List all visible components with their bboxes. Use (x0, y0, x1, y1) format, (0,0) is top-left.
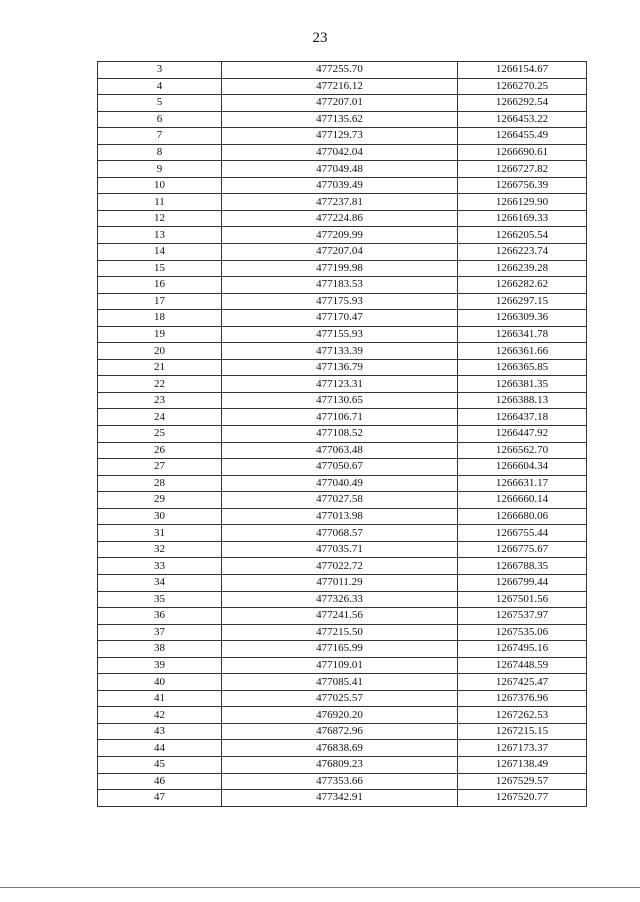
point-number-cell: 46 (98, 773, 222, 790)
point-number-cell: 18 (98, 310, 222, 327)
x-coordinate-cell: 477013.98 (222, 508, 458, 525)
y-coordinate-cell: 1267529.57 (458, 773, 587, 790)
point-number-cell: 33 (98, 558, 222, 575)
point-number-cell: 5 (98, 95, 222, 112)
x-coordinate-cell: 477255.70 (222, 62, 458, 79)
point-number-cell: 16 (98, 277, 222, 294)
y-coordinate-cell: 1266388.13 (458, 392, 587, 409)
y-coordinate-cell: 1266381.35 (458, 376, 587, 393)
table-row (98, 459, 587, 476)
y-coordinate-cell: 1267520.77 (458, 790, 587, 807)
table-row (98, 541, 587, 558)
table-row (98, 310, 587, 327)
point-number-cell: 47 (98, 790, 222, 807)
point-number-cell: 3 (98, 62, 222, 79)
table-row (98, 144, 587, 161)
table-row (98, 326, 587, 343)
table-row (98, 608, 587, 625)
table-row (98, 657, 587, 674)
x-coordinate-cell: 477133.39 (222, 343, 458, 360)
point-number-cell: 32 (98, 541, 222, 558)
y-coordinate-cell: 1266270.25 (458, 78, 587, 95)
point-number-cell: 43 (98, 723, 222, 740)
x-coordinate-cell: 477237.81 (222, 194, 458, 211)
x-coordinate-cell: 477027.58 (222, 492, 458, 509)
y-coordinate-cell: 1266447.92 (458, 426, 587, 443)
y-coordinate-cell: 1266154.67 (458, 62, 587, 79)
point-number-cell: 10 (98, 177, 222, 194)
point-number-cell: 7 (98, 128, 222, 145)
point-number-cell: 4 (98, 78, 222, 95)
x-coordinate-cell: 477040.49 (222, 475, 458, 492)
table-row (98, 111, 587, 128)
x-coordinate-cell: 477049.48 (222, 161, 458, 178)
point-number-cell: 44 (98, 740, 222, 757)
x-coordinate-cell: 477063.48 (222, 442, 458, 459)
y-coordinate-cell: 1266455.49 (458, 128, 587, 145)
x-coordinate-cell: 477123.31 (222, 376, 458, 393)
point-number-cell: 9 (98, 161, 222, 178)
table-row (98, 343, 587, 360)
point-number-cell: 41 (98, 690, 222, 707)
point-number-cell: 17 (98, 293, 222, 310)
point-number-cell: 6 (98, 111, 222, 128)
x-coordinate-cell: 477207.04 (222, 244, 458, 261)
table-row (98, 723, 587, 740)
y-coordinate-cell: 1266453.22 (458, 111, 587, 128)
y-coordinate-cell: 1266129.90 (458, 194, 587, 211)
y-coordinate-cell: 1266755.44 (458, 525, 587, 542)
table-row (98, 492, 587, 509)
table-row (98, 409, 587, 426)
table-row (98, 591, 587, 608)
coordinates-table-body (98, 62, 587, 807)
y-coordinate-cell: 1266680.06 (458, 508, 587, 525)
y-coordinate-cell: 1267448.59 (458, 657, 587, 674)
table-row (98, 707, 587, 724)
x-coordinate-cell: 477011.29 (222, 574, 458, 591)
x-coordinate-cell: 477170.47 (222, 310, 458, 327)
x-coordinate-cell: 477209.99 (222, 227, 458, 244)
point-number-cell: 24 (98, 409, 222, 426)
point-number-cell: 22 (98, 376, 222, 393)
x-coordinate-cell: 477215.50 (222, 624, 458, 641)
table-row (98, 128, 587, 145)
y-coordinate-cell: 1266775.67 (458, 541, 587, 558)
point-number-cell: 25 (98, 426, 222, 443)
point-number-cell: 19 (98, 326, 222, 343)
table-row (98, 475, 587, 492)
table-row (98, 194, 587, 211)
point-number-cell: 26 (98, 442, 222, 459)
x-coordinate-cell: 476920.20 (222, 707, 458, 724)
x-coordinate-cell: 477224.86 (222, 210, 458, 227)
point-number-cell: 20 (98, 343, 222, 360)
table-row (98, 624, 587, 641)
point-number-cell: 35 (98, 591, 222, 608)
table-row (98, 95, 587, 112)
point-number-cell: 30 (98, 508, 222, 525)
point-number-cell: 12 (98, 210, 222, 227)
y-coordinate-cell: 1266341.78 (458, 326, 587, 343)
table-row (98, 244, 587, 261)
x-coordinate-cell: 477183.53 (222, 277, 458, 294)
table-row (98, 177, 587, 194)
y-coordinate-cell: 1266297.15 (458, 293, 587, 310)
table-row (98, 740, 587, 757)
table-row (98, 773, 587, 790)
point-number-cell: 21 (98, 359, 222, 376)
table-row (98, 790, 587, 807)
x-coordinate-cell: 477165.99 (222, 641, 458, 658)
x-coordinate-cell: 476838.69 (222, 740, 458, 757)
x-coordinate-cell: 477109.01 (222, 657, 458, 674)
table-row (98, 508, 587, 525)
x-coordinate-cell: 477136.79 (222, 359, 458, 376)
point-number-cell: 37 (98, 624, 222, 641)
x-coordinate-cell: 477241.56 (222, 608, 458, 625)
x-coordinate-cell: 477216.12 (222, 78, 458, 95)
y-coordinate-cell: 1266205.54 (458, 227, 587, 244)
table-row (98, 78, 587, 95)
y-coordinate-cell: 1266239.28 (458, 260, 587, 277)
table-row (98, 392, 587, 409)
y-coordinate-cell: 1266660.14 (458, 492, 587, 509)
table-row (98, 260, 587, 277)
y-coordinate-cell: 1266292.54 (458, 95, 587, 112)
x-coordinate-cell: 477326.33 (222, 591, 458, 608)
x-coordinate-cell: 476809.23 (222, 756, 458, 773)
table-row (98, 210, 587, 227)
point-number-cell: 27 (98, 459, 222, 476)
x-coordinate-cell: 477135.62 (222, 111, 458, 128)
table-row (98, 62, 587, 79)
table-row (98, 641, 587, 658)
y-coordinate-cell: 1266223.74 (458, 244, 587, 261)
x-coordinate-cell: 477129.73 (222, 128, 458, 145)
point-number-cell: 11 (98, 194, 222, 211)
table-row (98, 293, 587, 310)
x-coordinate-cell: 477108.52 (222, 426, 458, 443)
table-row (98, 558, 587, 575)
x-coordinate-cell: 477025.57 (222, 690, 458, 707)
page-number: 23 (312, 30, 328, 46)
point-number-cell: 14 (98, 244, 222, 261)
y-coordinate-cell: 1267262.53 (458, 707, 587, 724)
y-coordinate-cell: 1267173.37 (458, 740, 587, 757)
x-coordinate-cell: 477130.65 (222, 392, 458, 409)
point-number-cell: 36 (98, 608, 222, 625)
point-number-cell: 38 (98, 641, 222, 658)
table-row (98, 376, 587, 393)
table-row (98, 674, 587, 691)
table-row (98, 690, 587, 707)
x-coordinate-cell: 477042.04 (222, 144, 458, 161)
y-coordinate-cell: 1267501.56 (458, 591, 587, 608)
x-coordinate-cell: 477085.41 (222, 674, 458, 691)
y-coordinate-cell: 1267425.47 (458, 674, 587, 691)
y-coordinate-cell: 1266690.61 (458, 144, 587, 161)
y-coordinate-cell: 1267215.15 (458, 723, 587, 740)
point-number-cell: 28 (98, 475, 222, 492)
point-number-cell: 13 (98, 227, 222, 244)
table-row (98, 442, 587, 459)
y-coordinate-cell: 1266361.66 (458, 343, 587, 360)
x-coordinate-cell: 477342.91 (222, 790, 458, 807)
y-coordinate-cell: 1266169.33 (458, 210, 587, 227)
point-number-cell: 39 (98, 657, 222, 674)
page-bottom-rule (0, 887, 640, 888)
point-number-cell: 45 (98, 756, 222, 773)
x-coordinate-cell: 477035.71 (222, 541, 458, 558)
y-coordinate-cell: 1267138.49 (458, 756, 587, 773)
y-coordinate-cell: 1266282.62 (458, 277, 587, 294)
point-number-cell: 31 (98, 525, 222, 542)
y-coordinate-cell: 1266756.39 (458, 177, 587, 194)
y-coordinate-cell: 1266788.35 (458, 558, 587, 575)
x-coordinate-cell: 477050.67 (222, 459, 458, 476)
x-coordinate-cell: 477039.49 (222, 177, 458, 194)
point-number-cell: 40 (98, 674, 222, 691)
x-coordinate-cell: 477068.57 (222, 525, 458, 542)
x-coordinate-cell: 477175.93 (222, 293, 458, 310)
y-coordinate-cell: 1266437.18 (458, 409, 587, 426)
table-row (98, 756, 587, 773)
y-coordinate-cell: 1267537.97 (458, 608, 587, 625)
point-number-cell: 23 (98, 392, 222, 409)
y-coordinate-cell: 1266562.70 (458, 442, 587, 459)
y-coordinate-cell: 1267495.16 (458, 641, 587, 658)
table-row (98, 161, 587, 178)
point-number-cell: 34 (98, 574, 222, 591)
x-coordinate-cell: 477106.71 (222, 409, 458, 426)
table-row (98, 574, 587, 591)
y-coordinate-cell: 1267376.96 (458, 690, 587, 707)
table-row (98, 359, 587, 376)
table-row (98, 277, 587, 294)
x-coordinate-cell: 476872.96 (222, 723, 458, 740)
y-coordinate-cell: 1266604.34 (458, 459, 587, 476)
y-coordinate-cell: 1266727.82 (458, 161, 587, 178)
table-row (98, 227, 587, 244)
x-coordinate-cell: 477199.98 (222, 260, 458, 277)
table-row (98, 525, 587, 542)
coordinates-table (97, 61, 587, 807)
x-coordinate-cell: 477155.93 (222, 326, 458, 343)
y-coordinate-cell: 1266631.17 (458, 475, 587, 492)
x-coordinate-cell: 477353.66 (222, 773, 458, 790)
y-coordinate-cell: 1266309.36 (458, 310, 587, 327)
point-number-cell: 15 (98, 260, 222, 277)
table-row (98, 426, 587, 443)
y-coordinate-cell: 1266799.44 (458, 574, 587, 591)
point-number-cell: 29 (98, 492, 222, 509)
y-coordinate-cell: 1266365.85 (458, 359, 587, 376)
x-coordinate-cell: 477207.01 (222, 95, 458, 112)
y-coordinate-cell: 1267535.06 (458, 624, 587, 641)
x-coordinate-cell: 477022.72 (222, 558, 458, 575)
point-number-cell: 8 (98, 144, 222, 161)
point-number-cell: 42 (98, 707, 222, 724)
